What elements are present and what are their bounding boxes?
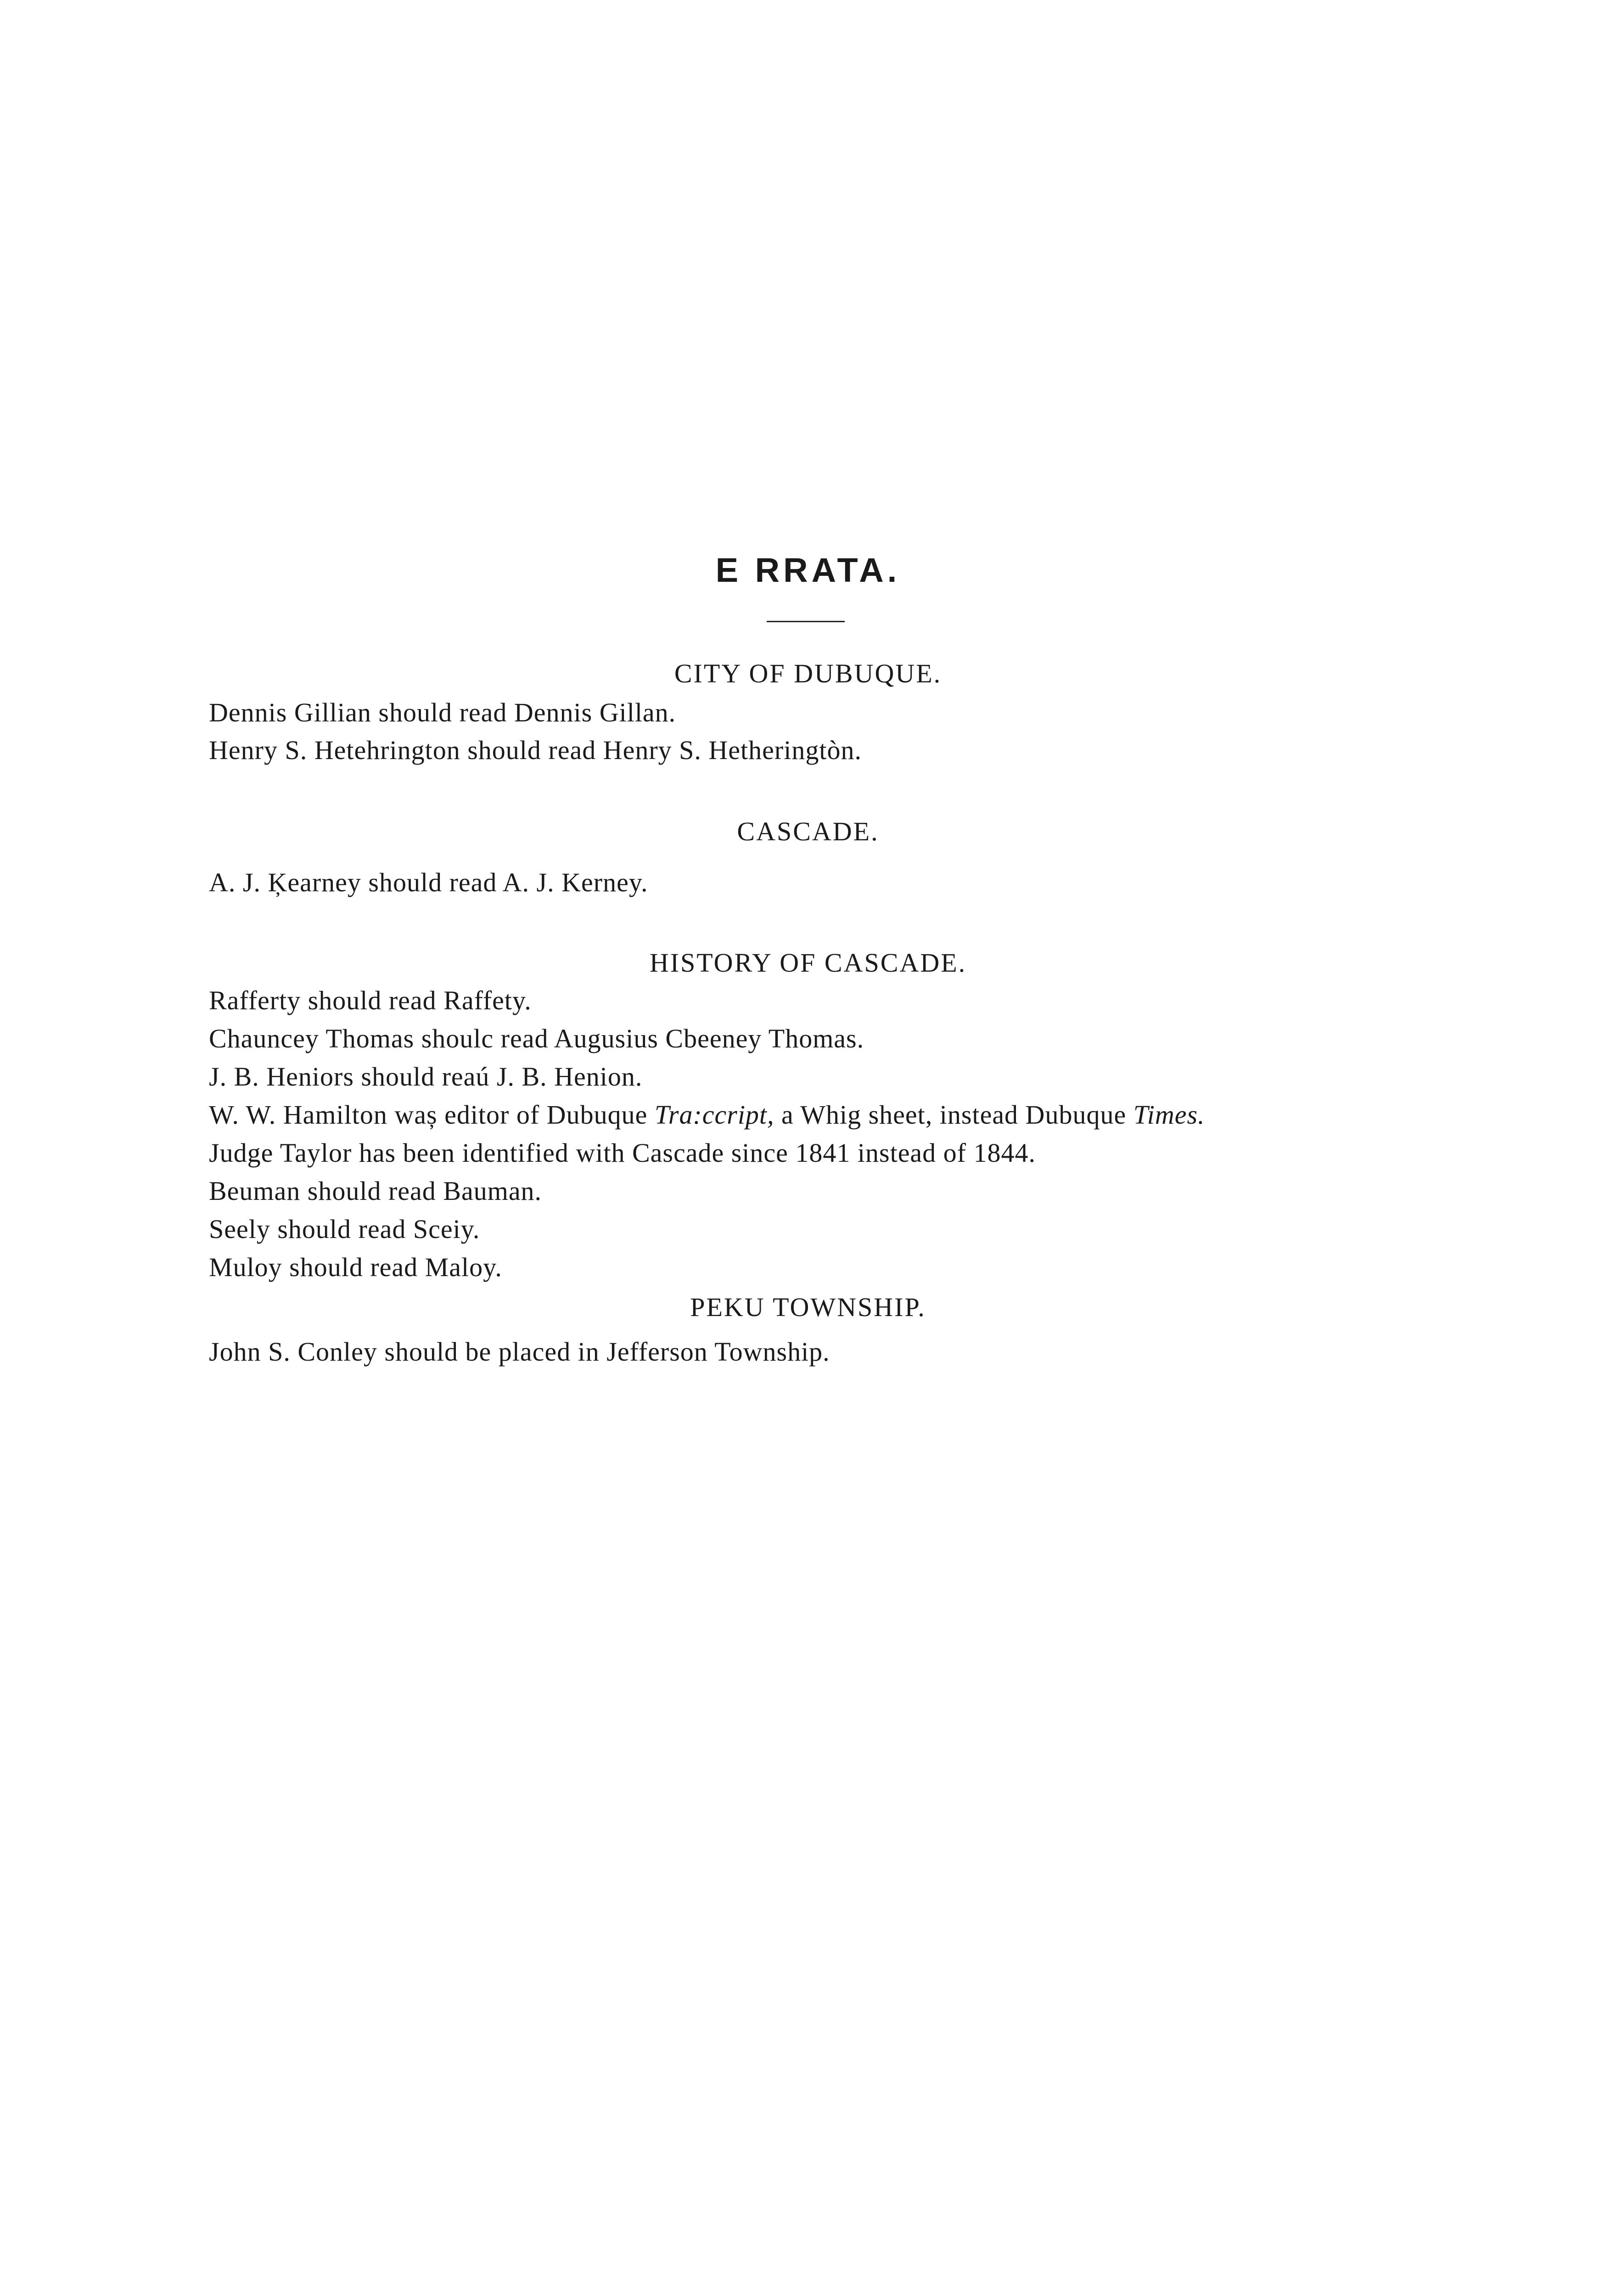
errata-line: Rafferty should read Raffety. (209, 985, 532, 1015)
page-title: E RRATA. (715, 551, 901, 589)
errata-line: J. B. Heniors should reaú J. B. Henion. (209, 1062, 643, 1092)
section-heading-peku-township: PEKU TOWNSHIP. (690, 1292, 926, 1322)
errata-line: Seely should read Sceiy. (209, 1214, 480, 1244)
errata-line: Dennis Gillian should read Dennis Gillan. (209, 698, 676, 727)
errata-line: A. J. Ķearney should read A. J. Kerney. (209, 867, 648, 897)
errata-line: Chauncey Thomas shoulc read Augusius Cbeeney Thomas. (209, 1024, 864, 1053)
section-heading-city-of-dubuque: CITY OF DUBUQUE. (674, 658, 942, 688)
errata-text: a Whig sheet, instead Dubuque (774, 1100, 1133, 1130)
errata-line-hamilton (209, 1102, 1205, 1128)
errata-line: Judge Taylor has been identified with Cascade since 1841 instead of 1844. (209, 1138, 1036, 1168)
errata-line: Muloy should read Maloy. (209, 1252, 502, 1282)
title-rule (767, 621, 845, 622)
errata-line: Henry S. Hetehrington should read Henry S. Hetheringtòn. (209, 735, 862, 765)
errata-text: W. W. Hamilton waș editor of Dubuque (209, 1100, 655, 1130)
errata-line: John S. Conley should be placed in Jefferson Township. (209, 1337, 830, 1367)
section-heading-cascade: CASCADE. (737, 816, 879, 846)
section-heading-history-of-cascade: HISTORY OF CASCADE. (649, 948, 967, 978)
italic-title: Tra:ccript, (654, 1100, 774, 1130)
italic-title: Times. (1133, 1100, 1205, 1130)
errata-line: Beuman should read Bauman. (209, 1176, 542, 1206)
